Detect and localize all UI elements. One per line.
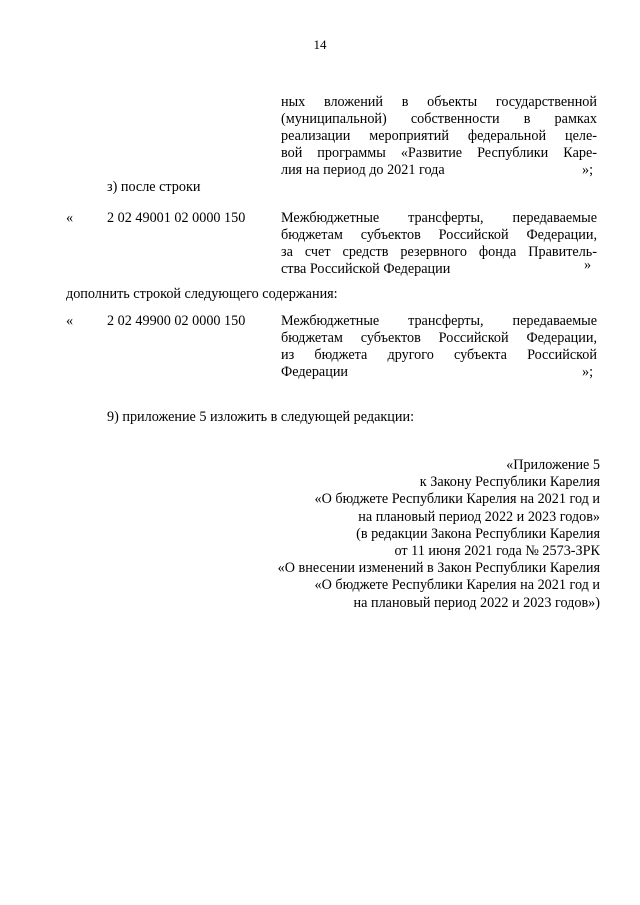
block1-line: ных вложений в объекты государственной	[281, 94, 597, 110]
block1-end-mark: »;	[582, 162, 594, 178]
row1-end-mark: »	[584, 257, 592, 273]
appendix-line: на плановый период 2022 и 2023 годов»	[358, 508, 600, 525]
block1-line: реализации мероприятий федеральной целе-	[281, 128, 597, 144]
appendix-line: «О бюджете Республики Карелия на 2021 год и	[314, 491, 600, 508]
appendix-line: «Приложение 5	[506, 457, 600, 473]
row1-line: ства Российской Федерации	[281, 261, 451, 277]
row2-open-quote: «	[66, 313, 74, 329]
appendix-line: к Закону Республики Карелия	[419, 474, 600, 491]
row1-code: 2 02 49001 02 0000 150	[107, 210, 246, 226]
appendix-line: «О внесении изменений в Закон Республики Карелия	[277, 560, 600, 577]
row1-line: бюджетам субъектов Российской Федерации,	[281, 227, 597, 243]
row2-line: Межбюджетные трансферты, передаваемые	[281, 313, 597, 329]
row2-end-mark: »;	[582, 364, 594, 380]
block1-line: вой программы «Развитие Республики Каре-	[281, 145, 597, 161]
row1-line: Межбюджетные трансферты, передаваемые	[281, 210, 597, 226]
appendix-line: на плановый период 2022 и 2023 годов»)	[353, 594, 600, 611]
appendix-line: «О бюджете Республики Карелия на 2021 год и	[314, 577, 600, 594]
appendix-line: от 11 июня 2021 года № 2573-ЗРК	[394, 543, 600, 560]
row2-line: бюджетам субъектов Российской Федерации,	[281, 330, 597, 346]
item-9: 9) приложение 5 изложить в следующей редакции:	[107, 409, 415, 425]
row2-line: Федерации	[281, 364, 349, 380]
block1-line: (муниципальной) собственности в рамках	[281, 111, 597, 127]
row2-line: из бюджета другого субъекта Российской	[281, 347, 597, 363]
add-line-label: дополнить строкой следующего содержания:	[66, 286, 338, 302]
page-number: 14	[313, 37, 327, 52]
row2-code: 2 02 49900 02 0000 150	[107, 313, 246, 329]
appendix-line: (в редакции Закона Республики Карелия	[356, 525, 600, 542]
row1-line: за счет средств резервного фонда Правитель-	[281, 244, 597, 260]
after-line-label: з) после строки	[107, 179, 201, 195]
block1-line: лия на период до 2021 года	[281, 162, 445, 178]
appendix-header	[180, 457, 600, 612]
row1-open-quote: «	[66, 210, 74, 226]
